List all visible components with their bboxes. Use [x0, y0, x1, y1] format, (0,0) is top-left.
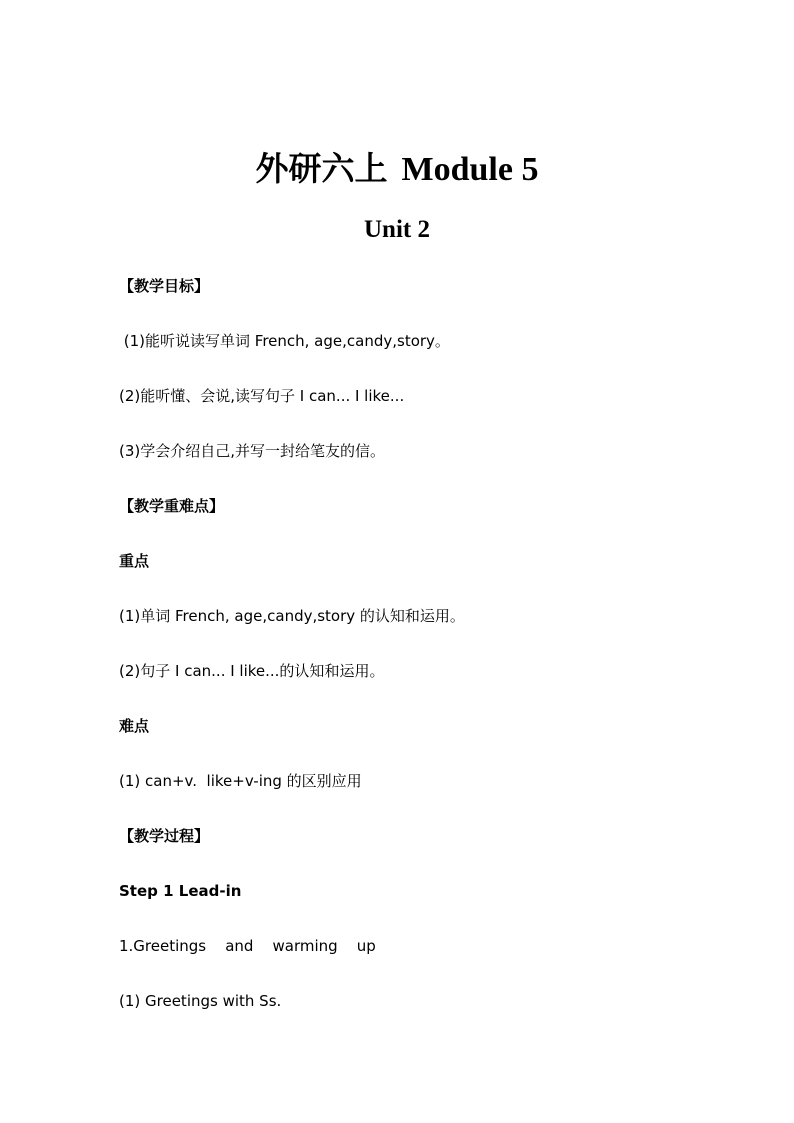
title-english: Module 5 — [401, 151, 539, 188]
page-title — [0, 147, 794, 192]
step-1-subitem: (1) Greetings with Ss. — [119, 992, 282, 1010]
step-1-item: 1.Greetings and warming up — [119, 937, 376, 955]
difficulty-label: 难点 — [119, 717, 150, 735]
key-label: 重点 — [119, 552, 150, 570]
objective-item-1: (1)能听说读写单词 French, age,candy,story。 — [119, 332, 450, 350]
step-1-heading: Step 1 Lead-in — [119, 882, 242, 900]
process-heading: 【教学过程】 — [119, 827, 210, 845]
title-chinese: 外研六上 — [255, 149, 388, 188]
objective-item-2: (2)能听懂、会说,读写句子 I can... I like... — [119, 387, 405, 405]
key-item-2: (2)句子 I can... I like...的认知和运用。 — [119, 662, 385, 680]
objectives-heading: 【教学目标】 — [119, 277, 210, 295]
objective-item-3: (3)学会介绍自己,并写一封给笔友的信。 — [119, 442, 386, 460]
page-subtitle: Unit 2 — [364, 216, 430, 243]
keypoints-heading: 【教学重难点】 — [119, 497, 225, 515]
difficulty-item-1: (1) can+v. like+v-ing 的区别应用 — [119, 772, 362, 790]
key-item-1: (1)单词 French, age,candy,story 的认知和运用。 — [119, 607, 465, 625]
